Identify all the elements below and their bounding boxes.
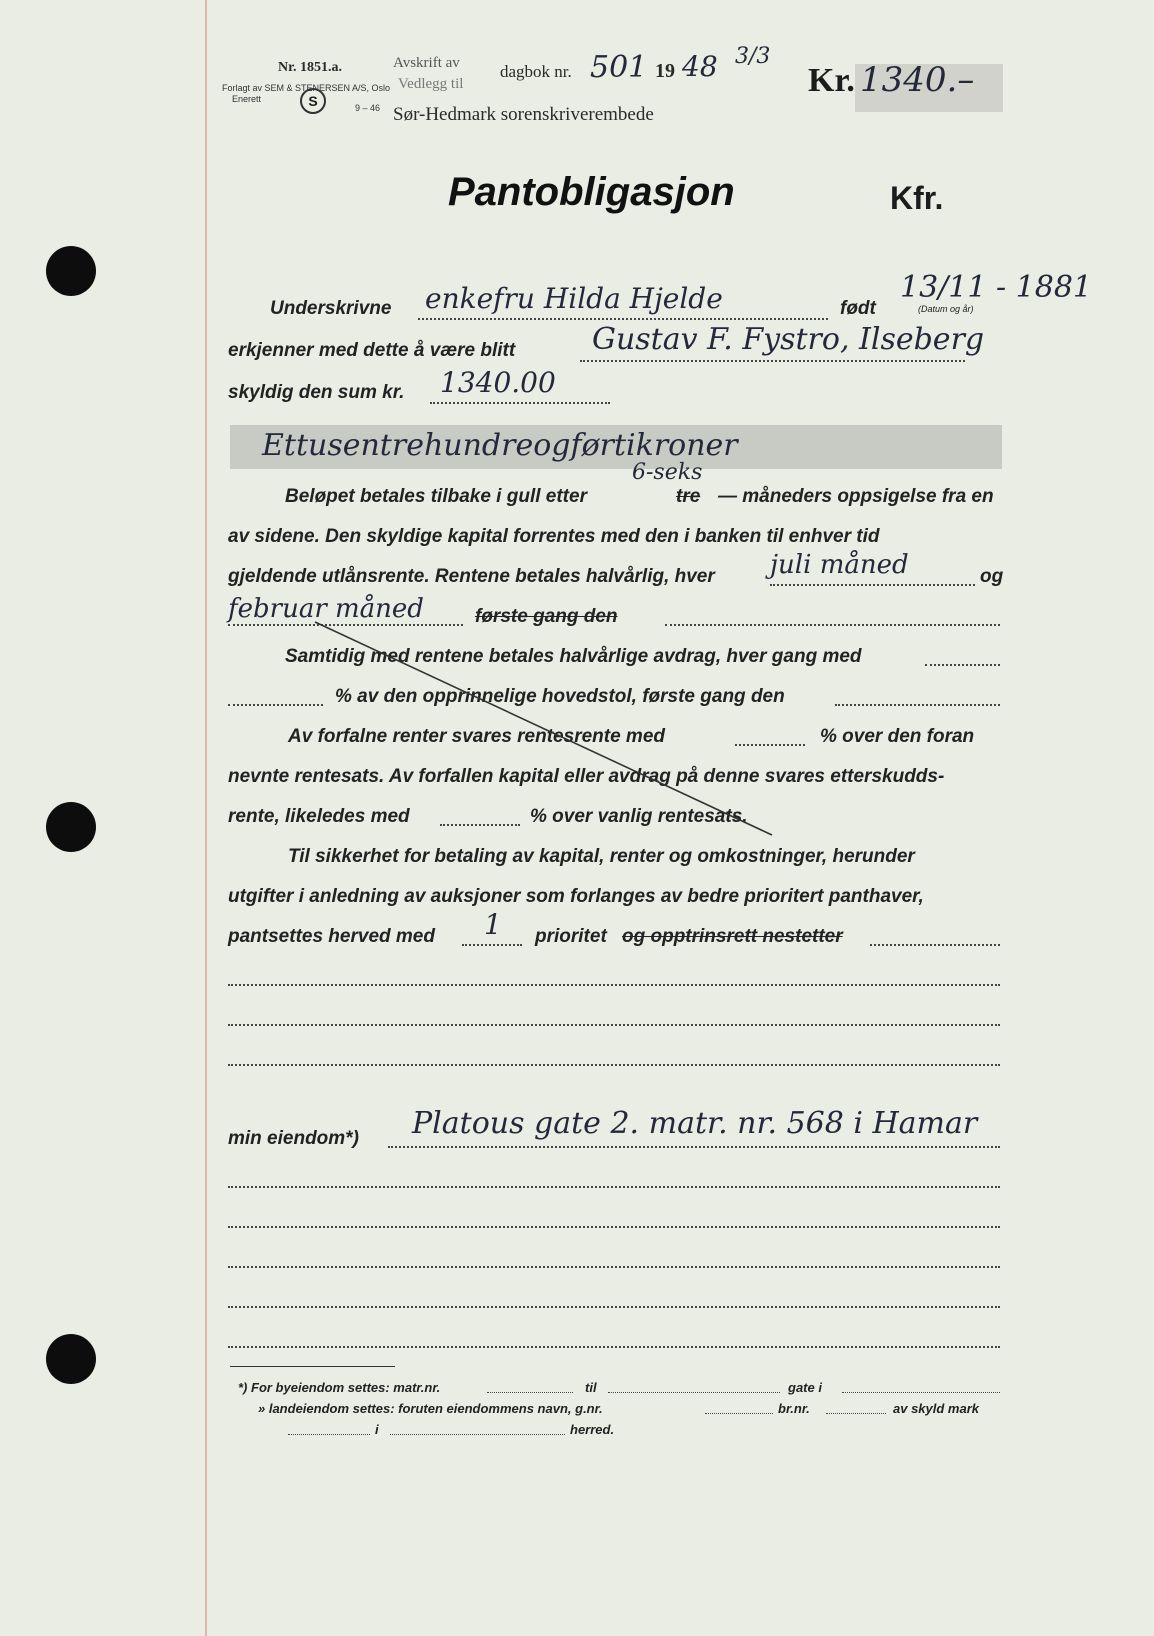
footnote-line1-c: gate i [788, 1380, 822, 1395]
p3-text-c: nevnte rentesats. Av forfallen kapital eller avdrag på denne svares etterskudds- [228, 766, 945, 787]
p4-text-a: Til sikkerhet for betaling av kapital, renter og omkostninger, herunder [288, 846, 915, 867]
dotted-line [228, 1226, 1000, 1228]
footnote-line3-b: herred. [570, 1422, 615, 1437]
dagbok-label: dagbok nr. [500, 62, 572, 81]
skyldig-label: skyldig den sum kr. [228, 382, 405, 403]
p1-hand3: februar måned [228, 594, 424, 624]
title-note: Kfr. [890, 180, 944, 216]
p1-og: og [980, 566, 1004, 587]
dotted-line [390, 1434, 565, 1435]
underskrivne-label: Underskrivne [270, 298, 392, 319]
dotted-line [462, 944, 522, 946]
erkjenner-label: erkjenner med dette å være blitt [228, 340, 516, 361]
footnote-line1-b: til [585, 1380, 597, 1395]
p1-text-c: av sidene. Den skyldige kapital forrentes med den i banken til enhver tid [228, 526, 880, 547]
p1-strike2: første gang den [475, 606, 618, 627]
p3-text-d: rente, likeledes med [228, 806, 410, 827]
fodt-label: født [840, 298, 876, 319]
eiendom-value: Platous gate 2. matr. nr. 568 i Hamar [412, 1106, 978, 1141]
p4-text-d: prioritet [535, 926, 607, 947]
p4-text-c: pantsettes herved med [228, 926, 435, 947]
footnote-line1-a: *) For byeiendom settes: matr.nr. [238, 1380, 441, 1395]
edition-code: 9 – 46 [355, 103, 381, 113]
publisher-logo-icon: S [300, 88, 326, 114]
publisher-line: Forlagt av SEM & STENERSEN A/S, Oslo [222, 83, 391, 93]
fodt-note: (Datum og år) [918, 304, 974, 314]
office-name: Sør-Hedmark sorenskriverembede [393, 104, 654, 125]
dotted-line [288, 1434, 370, 1435]
dotted-line [870, 944, 1000, 946]
dotted-line [826, 1413, 886, 1414]
p2-text-b: % av den opprinnelige hovedstol, første gang den [335, 686, 785, 707]
dotted-line [228, 1266, 1000, 1268]
p1-text-d: gjeldende utlånsrente. Rentene betales halvårlig, hver [228, 566, 715, 587]
document-title: Pantobligasjon [448, 170, 735, 214]
dotted-line [608, 1392, 780, 1393]
year-prefix: 19 [655, 60, 675, 82]
footnote-line2-b: br.nr. [778, 1401, 810, 1416]
p3-text-e: % over vanlig rentesats. [530, 806, 748, 827]
footnote-line2-c: av skyld mark [893, 1401, 980, 1416]
dotted-line [228, 1024, 1000, 1026]
erkjenner-value: Gustav F. Fystro, Ilseberg [592, 322, 985, 357]
dotted-line [228, 1306, 1000, 1308]
p3-text-a: Av forfalne renter svares rentesrente med [288, 726, 665, 747]
p4-text-b: utgifter i anledning av auksjoner som forlanges av bedre prioritert panthaver, [228, 886, 924, 907]
eiendom-label: min eiendom*) [228, 1128, 359, 1149]
p1-text-a: Beløpet betales tilbake i gull etter [285, 486, 587, 507]
dotted-line [228, 1186, 1000, 1188]
kr-label: Kr. [808, 62, 855, 99]
dotted-line [487, 1392, 573, 1393]
dotted-line [228, 1064, 1000, 1066]
p1-text-b: — måneders oppsigelse fra en [718, 486, 994, 507]
footnote-line2-a: » landeiendom settes: foruten eiendommens navn, g.nr. [258, 1401, 603, 1416]
dagbok-number: 501 [590, 50, 648, 85]
stamp-avskrift: Avskrift av [393, 55, 460, 71]
p4-strike: og opptrinsrett nestetter [622, 926, 843, 947]
publisher-enerett: Enerett [232, 94, 262, 104]
dotted-line [228, 1346, 1000, 1348]
form-number: Nr. 1851.a. [278, 60, 343, 75]
p2-text-a: Samtidig med rentene betales halvårlige avdrag, hver gang med [285, 646, 862, 667]
stamp-vedlegg: Vedlegg til [398, 76, 464, 92]
p1-strike: tre [676, 486, 701, 507]
dotted-line [705, 1413, 773, 1414]
fodt-value: 13/11 - 1881 [900, 270, 1093, 305]
p3-text-b: % over den foran [820, 726, 975, 747]
amount-words: Ettusentrehundreogførtikroner [262, 428, 738, 463]
dotted-line [228, 984, 1000, 986]
year-hand: 48 [682, 50, 718, 83]
skyldig-value: 1340.00 [440, 366, 556, 399]
footnote-line3-a: i [375, 1422, 379, 1437]
p4-hand: 1 [484, 908, 502, 941]
p1-hand: 6-seks [632, 460, 703, 485]
underskrivne-value: enkefru Hilda Hjelde [425, 282, 723, 315]
date-hand: 3/3 [735, 44, 771, 69]
dotted-line [388, 1146, 1000, 1148]
dotted-line [842, 1392, 1000, 1393]
kr-amount: 1340.– [860, 60, 975, 100]
p1-hand2: juli måned [770, 550, 909, 580]
footnote-rule [230, 1366, 395, 1367]
